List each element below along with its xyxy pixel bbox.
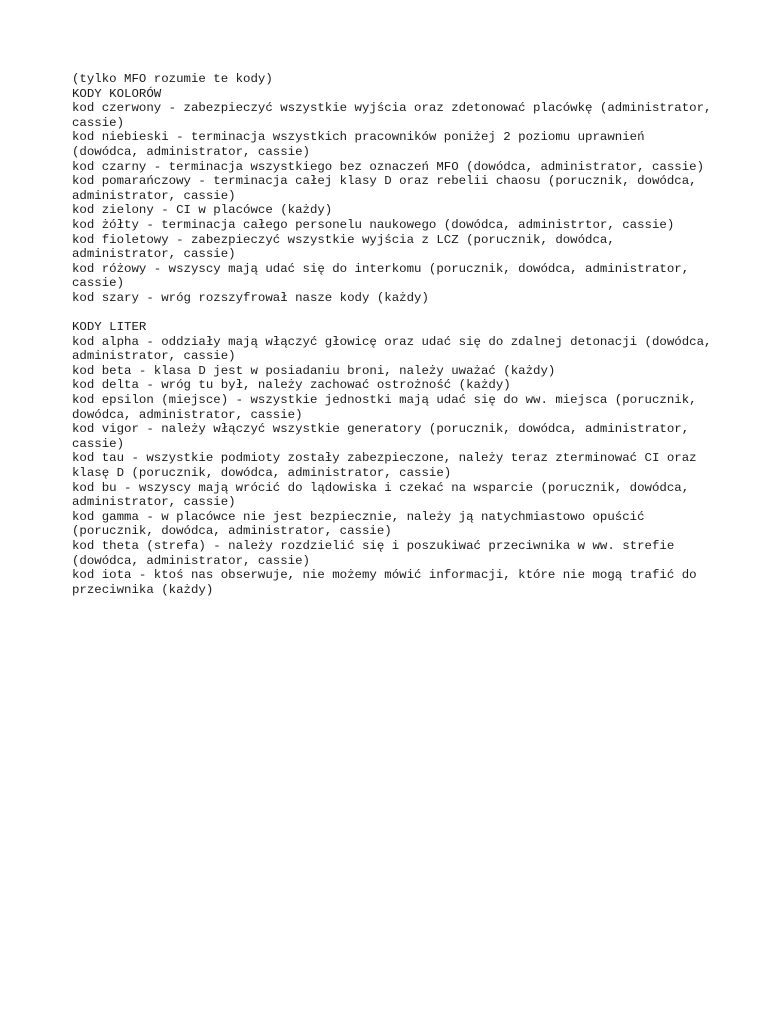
code-entry-fioletowy: kod fioletowy - zabezpieczyć wszystkie wyjścia z LCZ (porucznik, dowódca, administrator, cassie) bbox=[72, 232, 623, 262]
section-spacer bbox=[72, 306, 712, 321]
code-entry-delta: kod delta - wróg tu był, należy zachować ostrożność (każdy) bbox=[72, 378, 511, 393]
color-codes-heading: KODY KOLORÓW bbox=[72, 86, 162, 101]
code-entry-rozowy: kod różowy - wszyscy mają udać się do interkomu (porucznik, dowódca, administrator, cassie) bbox=[72, 261, 697, 291]
code-entry-czerwony: kod czerwony - zabezpieczyć wszystkie wyjścia oraz zdetonować placówkę (administrator, cassie) bbox=[72, 101, 719, 130]
color-codes-section bbox=[72, 86, 719, 306]
document-page bbox=[72, 72, 719, 597]
code-entry-zielony: kod zielony - CI w placówce (każdy) bbox=[72, 203, 333, 218]
code-entry-zolty: kod żółty - terminacja całego personelu naukowego (dowódca, administrtor, cassie) bbox=[72, 217, 675, 232]
code-entry-theta: kod theta (strefa) - należy rozdzielić się i poszukiwać przeciwnika w ww. strefie (dowódca, administrator, cassie) bbox=[72, 539, 682, 568]
code-entry-vigor: kod vigor - należy włączyć wszystkie generatory (porucznik, dowódca, administrator, cassie) bbox=[72, 422, 697, 451]
code-entry-niebieski: kod niebieski - terminacja wszystkich pracowników poniżej 2 poziomu uprawnień (dowódca, administrator, cassie) bbox=[72, 130, 652, 159]
code-entry-czarny: kod czarny - terminacja wszystkiego bez oznaczeń MFO (dowódca, administrator, cassie) bbox=[72, 159, 705, 174]
code-entry-bu: kod bu - wszyscy mają wrócić do lądowiska i czekać na wsparcie (porucznik, dowódca, administrator, cassie) bbox=[72, 480, 697, 510]
letter-codes-heading: KODY LITER bbox=[72, 320, 147, 335]
code-entry-gamma: kod gamma - w placówce nie jest bezpiecznie, należy ją natychmiastowo opuścić (porucznik, dowódca, administrator, cassie) bbox=[72, 509, 652, 539]
code-entry-szary: kod szary - wróg rozszyfrował nasze kody (każdy) bbox=[72, 290, 429, 305]
code-entry-beta: kod beta - klasa D jest w posiadaniu broni, należy uważać (każdy) bbox=[72, 363, 556, 378]
code-entry-iota: kod iota - ktoś nas obserwuje, nie możemy mówić informacji, które nie mogą trafić do przeciwnika (każdy) bbox=[72, 568, 705, 597]
code-entry-epsilon: kod epsilon (miejsce) - wszystkie jednostki mają udać się do ww. miejsca (porucznik, dowódca, administrator, cassie) bbox=[72, 393, 705, 422]
letter-codes-section bbox=[72, 320, 719, 597]
intro-note: (tylko MFO rozumie te kody) bbox=[72, 72, 273, 86]
code-entry-tau: kod tau - wszystkie podmioty zostały zabezpieczone, należy teraz zterminować CI oraz klasę D (porucznik, dowódca, administrator, cassie) bbox=[72, 451, 705, 481]
code-entry-pomaranczowy: kod pomarańczowy - terminacja całej klasy D oraz rebelii chaosu (porucznik, dowódca, administrator, cassie) bbox=[72, 174, 705, 203]
code-entry-alpha: kod alpha - oddziały mają włączyć głowicę oraz udać się do zdalnej detonacji (dowódca, administrator, cassie) bbox=[72, 334, 719, 364]
